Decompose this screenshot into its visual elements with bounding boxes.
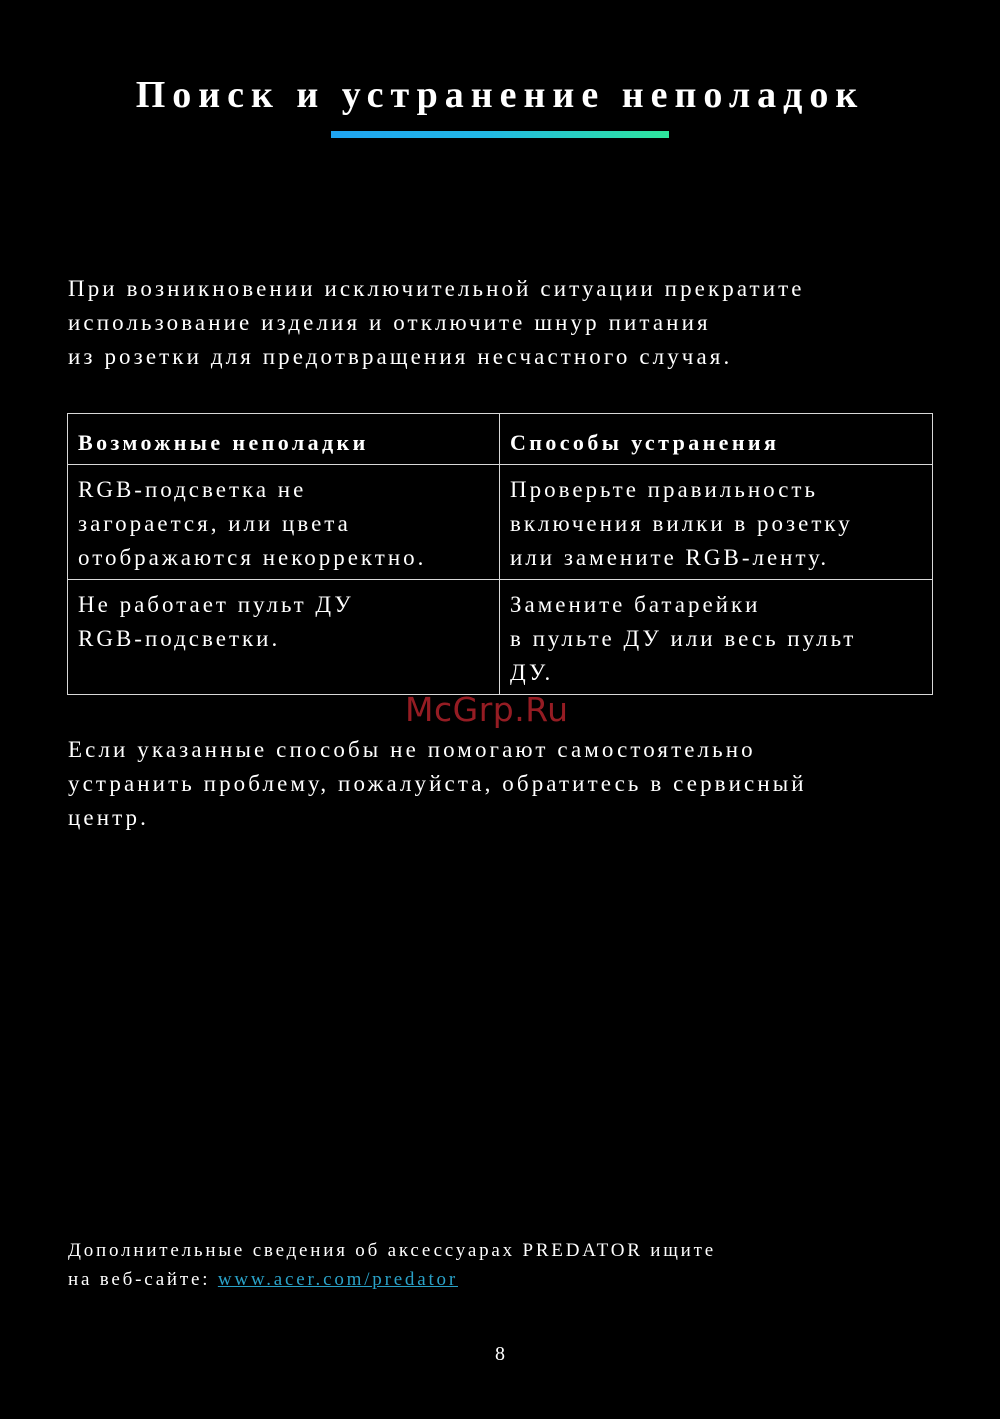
- table-row: [68, 465, 933, 580]
- cell-line: отображаются некорректно.: [78, 545, 427, 570]
- table-row: [68, 580, 933, 695]
- cell-line: или замените RGB-ленту.: [510, 545, 830, 570]
- problem-cell: [68, 580, 500, 695]
- outro-line: центр.: [68, 805, 150, 830]
- page-title: Поиск и устранение неполадок: [135, 74, 865, 116]
- cell-line: RGB-подсветки.: [78, 626, 281, 651]
- cell-line: Не работает пульт ДУ: [78, 592, 354, 617]
- watermark-text: McGrp.Ru: [405, 690, 569, 729]
- troubleshooting-table: [67, 413, 933, 695]
- page-number: 8: [495, 1343, 505, 1365]
- intro-line: из розетки для предотвращения несчастного случая.: [68, 344, 733, 369]
- intro-paragraph: [68, 272, 948, 374]
- outro-line: устранить проблему, пожалуйста, обратитесь в сервисный: [68, 771, 807, 796]
- problem-cell: [68, 465, 500, 580]
- header-problems: Возможные неполадки: [68, 414, 500, 465]
- cell-line: Замените батарейки: [510, 592, 761, 617]
- title-accent-bar: [331, 131, 669, 138]
- solution-cell: [500, 465, 933, 580]
- predator-website-link[interactable]: www.acer.com/predator: [217, 1269, 458, 1290]
- more-info-prefix: на веб-сайте:: [68, 1269, 218, 1290]
- cell-line: Проверьте правильность: [510, 477, 818, 502]
- header-solutions: Способы устранения: [500, 414, 933, 465]
- intro-line: использование изделия и отключите шнур питания: [68, 310, 711, 335]
- more-info-line: [68, 1265, 716, 1294]
- table-header-row: [68, 414, 933, 465]
- cell-line: в пульте ДУ или весь пульт: [510, 626, 857, 651]
- solution-cell: [500, 580, 933, 695]
- more-info-line: Дополнительные сведения об аксессуарах PREDATOR ищите: [68, 1240, 716, 1261]
- outro-line: Если указанные способы не помогают самостоятельно: [68, 737, 756, 762]
- cell-line: включения вилки в розетку: [510, 511, 853, 536]
- cell-line: загорается, или цвета: [78, 511, 351, 536]
- cell-line: ДУ.: [510, 660, 554, 685]
- outro-paragraph: [68, 733, 948, 835]
- more-info: [68, 1236, 716, 1294]
- intro-line: При возникновении исключительной ситуации прекратите: [68, 276, 805, 301]
- cell-line: RGB-подсветка не: [78, 477, 307, 502]
